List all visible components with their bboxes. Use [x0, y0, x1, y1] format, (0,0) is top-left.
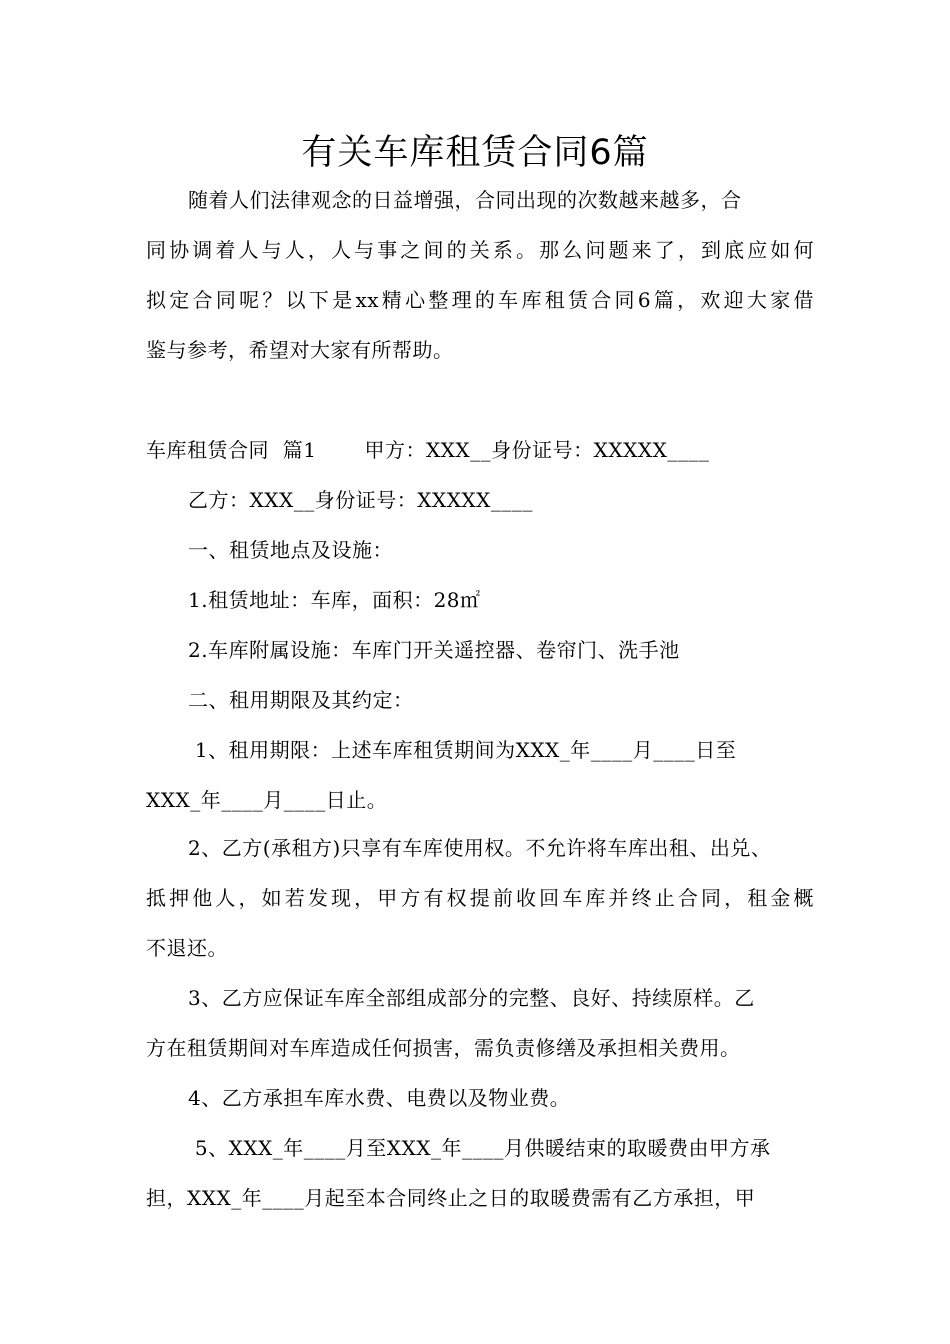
clause-2-line-2: 抵押他人，如若发现，甲方有权提前收回车库并终止合同，租金概	[146, 886, 814, 910]
contract-heading: 车库租赁合同 篇1 甲方：XXX__身份证号：XXXXX____	[146, 438, 710, 462]
section-2-title: 二、租用期限及其约定：	[188, 688, 414, 712]
clause-2-line-3: 不退还。	[146, 936, 228, 960]
intro-line-3: 拟定合同呢？以下是xx精心整理的车库租赁合同6篇，欢迎大家借	[146, 288, 814, 312]
clause-5-line-1: 5、XXX_年____月至XXX_年____月供暖结束的取暖费由甲方承	[188, 1136, 771, 1160]
clause-1-line-1: 1、租用期限：上述车库租赁期间为XXX_年____月____日至	[188, 738, 737, 762]
clause-2-line-1: 2、乙方(承租方)只享有车库使用权。不允许将车库出租、出兑、	[188, 836, 772, 860]
intro-line-4: 鉴与参考，希望对大家有所帮助。	[146, 338, 454, 362]
party-b-line: 乙方：XXX__身份证号：XXXXX____	[188, 488, 533, 512]
item-2-facilities: 2.车库附属设施：车库门开关遥控器、卷帘门、洗手池	[188, 638, 680, 662]
clause-3-line-1: 3、乙方应保证车库全部组成部分的完整、良好、持续原样。乙	[188, 986, 755, 1010]
item-1-address: 1.租赁地址：车库，面积：28㎡	[188, 588, 481, 612]
section-1-title: 一、租赁地点及设施：	[188, 538, 393, 562]
document-title: 有关车库租赁合同6篇	[301, 133, 649, 173]
clause-3-line-2: 方在租赁期间对车库造成任何损害，需负责修缮及承担相关费用。	[146, 1036, 741, 1060]
clause-4-line: 4、乙方承担车库水费、电费以及物业费。	[188, 1086, 571, 1110]
intro-line-1: 随着人们法律观念的日益增强，合同出现的次数越来越多，合	[188, 188, 742, 212]
intro-line-2: 同协调着人与人，人与事之间的关系。那么问题来了，到底应如何	[146, 238, 814, 262]
clause-1-line-2: XXX_年____月____日止。	[146, 788, 388, 812]
clause-5-line-2: 担，XXX_年____月起至本合同终止之日的取暖费需有乙方承担，甲	[146, 1186, 756, 1210]
